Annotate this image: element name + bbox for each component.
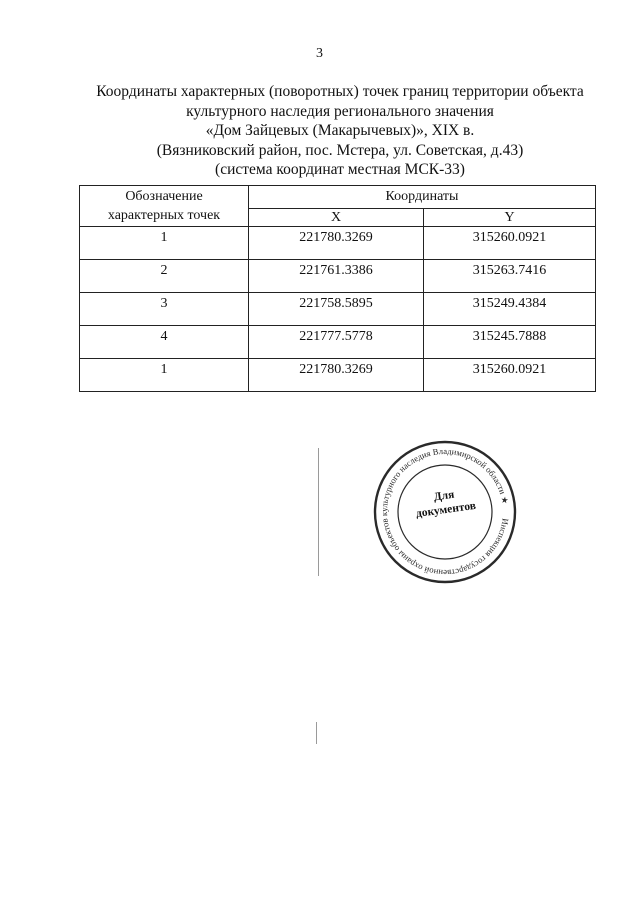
cell-y: 315249.4384	[424, 293, 596, 326]
header-point-line1: Обозначение	[125, 189, 203, 204]
scan-mark-line	[318, 448, 319, 576]
cell-y: 315245.7888	[424, 326, 596, 359]
cell-y: 315263.7416	[424, 260, 596, 293]
title-line-3: «Дом Зайцевых (Макарычевых)», XIX в.	[205, 122, 475, 139]
cell-point: 1	[80, 359, 249, 392]
cell-x: 221777.5778	[249, 326, 424, 359]
header-coordinates: Координаты	[249, 186, 596, 209]
title-line-2: культурного наследия регионального значения	[186, 102, 494, 120]
table-row	[80, 260, 596, 293]
cell-y: 315260.0921	[424, 359, 596, 392]
stamp-center-line2: документов	[415, 499, 477, 521]
stamp-center-line1: Для	[432, 488, 456, 504]
cell-x: 221780.3269	[249, 359, 424, 392]
header-y: Y	[424, 209, 596, 227]
cell-x: 221780.3269	[249, 227, 424, 260]
cell-y: 315260.0921	[424, 227, 596, 260]
header-point-line2: характерных точек	[107, 208, 221, 223]
scan-mark-line	[316, 722, 317, 744]
table-row	[80, 359, 596, 392]
cell-point: 1	[80, 227, 249, 260]
document-stamp	[371, 438, 519, 586]
stamp-ring-text: Инспекция государственной охраны объектов культурного наследия Владимирской области ★	[378, 445, 511, 579]
table-row	[80, 293, 596, 326]
header-x: X	[249, 209, 424, 227]
cell-point: 3	[80, 293, 249, 326]
table-row	[80, 227, 596, 260]
title-line-5: (система координат местная МСК-33)	[215, 161, 465, 178]
cell-point: 2	[80, 260, 249, 293]
cell-x: 221758.5895	[249, 293, 424, 326]
cell-point: 4	[80, 326, 249, 359]
page-number: 3	[316, 46, 323, 61]
cell-x: 221761.3386	[249, 260, 424, 293]
document-title	[60, 82, 620, 180]
title-line-4: (Вязниковский район, пос. Мстера, ул. Советская, д.43)	[156, 141, 524, 159]
table-row	[80, 326, 596, 359]
title-line-1: Координаты характерных (поворотных) точек границ территории объекта	[96, 83, 584, 100]
coordinates-table	[79, 185, 596, 392]
header-point-designation	[80, 186, 249, 227]
